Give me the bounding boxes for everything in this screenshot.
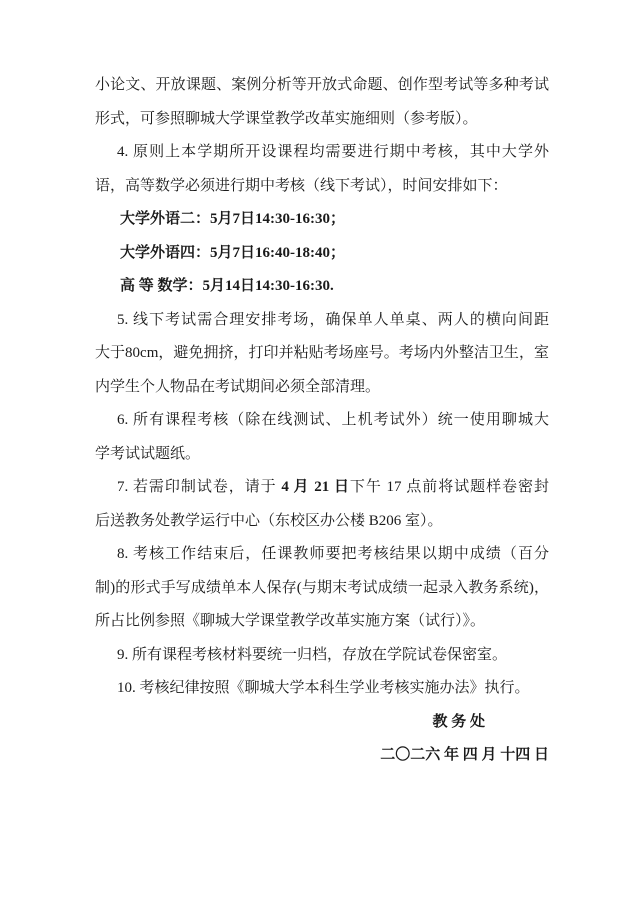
doc-text-run: 7. 若需印制试卷，请于: [117, 479, 282, 495]
doc-line: 形式，可参照聊城大学课堂教学改革实施细则（参考版）。: [95, 110, 478, 127]
doc-line-item-9: 9. 所有课程考核材料要统一归档，存放在学院试卷保密室。: [117, 646, 508, 663]
signature-date: 二〇二六 年 四 月 十四 日: [380, 747, 549, 763]
doc-line: 所占比例参照《聊城大学课堂教学改革实施方案（试行）》。: [95, 613, 486, 629]
doc-line-item-4: 4. 原则上本学期所开设课程均需要进行期中考核，其中大学外: [117, 144, 549, 160]
doc-line: 后送教务处教学运行中心（东校区办公楼 B206 室）。: [95, 512, 443, 529]
doc-line-item-10: 10. 考核纪律按照《聊城大学本科生学业考核实施办法》执行。: [117, 680, 530, 696]
doc-text-run-bold-date: 4 月 21 日: [281, 479, 350, 495]
doc-line-item-5: 5. 线下考试需合理安排考场，确保单人单桌、两人的横向间距: [117, 311, 549, 328]
doc-line: 语，高等数学必须进行期中考核（线下考试），时间安排如下：: [95, 177, 508, 194]
doc-text-run: 下午 17 点前将试题样卷密封: [349, 479, 549, 495]
doc-line-item-6: 6. 所有课程考核（除在线测试、上机考试外）统一使用聊城大: [117, 412, 549, 428]
doc-line: 内学生个人物品在考试期间必须全部清理。: [95, 378, 381, 395]
schedule-line-math: 高 等 数学：5月14日14:30-16:30.: [120, 278, 334, 294]
doc-line-item-8: 8. 考核工作结束后，任课教师要把考核结果以期中成绩（百分: [117, 546, 549, 562]
doc-line: 学考试试题纸。: [95, 445, 201, 462]
schedule-line-english-2: 大学外语二：5月7日14:30-16:30；: [120, 211, 345, 227]
doc-line: 小论文、开放课题、案例分析等开放式命题、创作型考试等多种考试: [95, 77, 549, 93]
document-body: [95, 69, 549, 773]
doc-line-item-7: [95, 471, 549, 505]
schedule-line-english-4: 大学外语四：5月7日16:40-18:40；: [120, 244, 345, 261]
doc-line: 制)的形式手写成绩单本人保存(与期末考试成绩一起录入教务系统)，: [95, 579, 549, 596]
doc-line: 大于80cm，避免拥挤，打印并粘贴考场座号。考场内外整洁卫生，室: [95, 345, 549, 361]
signature-department: 教 务 处: [432, 713, 485, 730]
